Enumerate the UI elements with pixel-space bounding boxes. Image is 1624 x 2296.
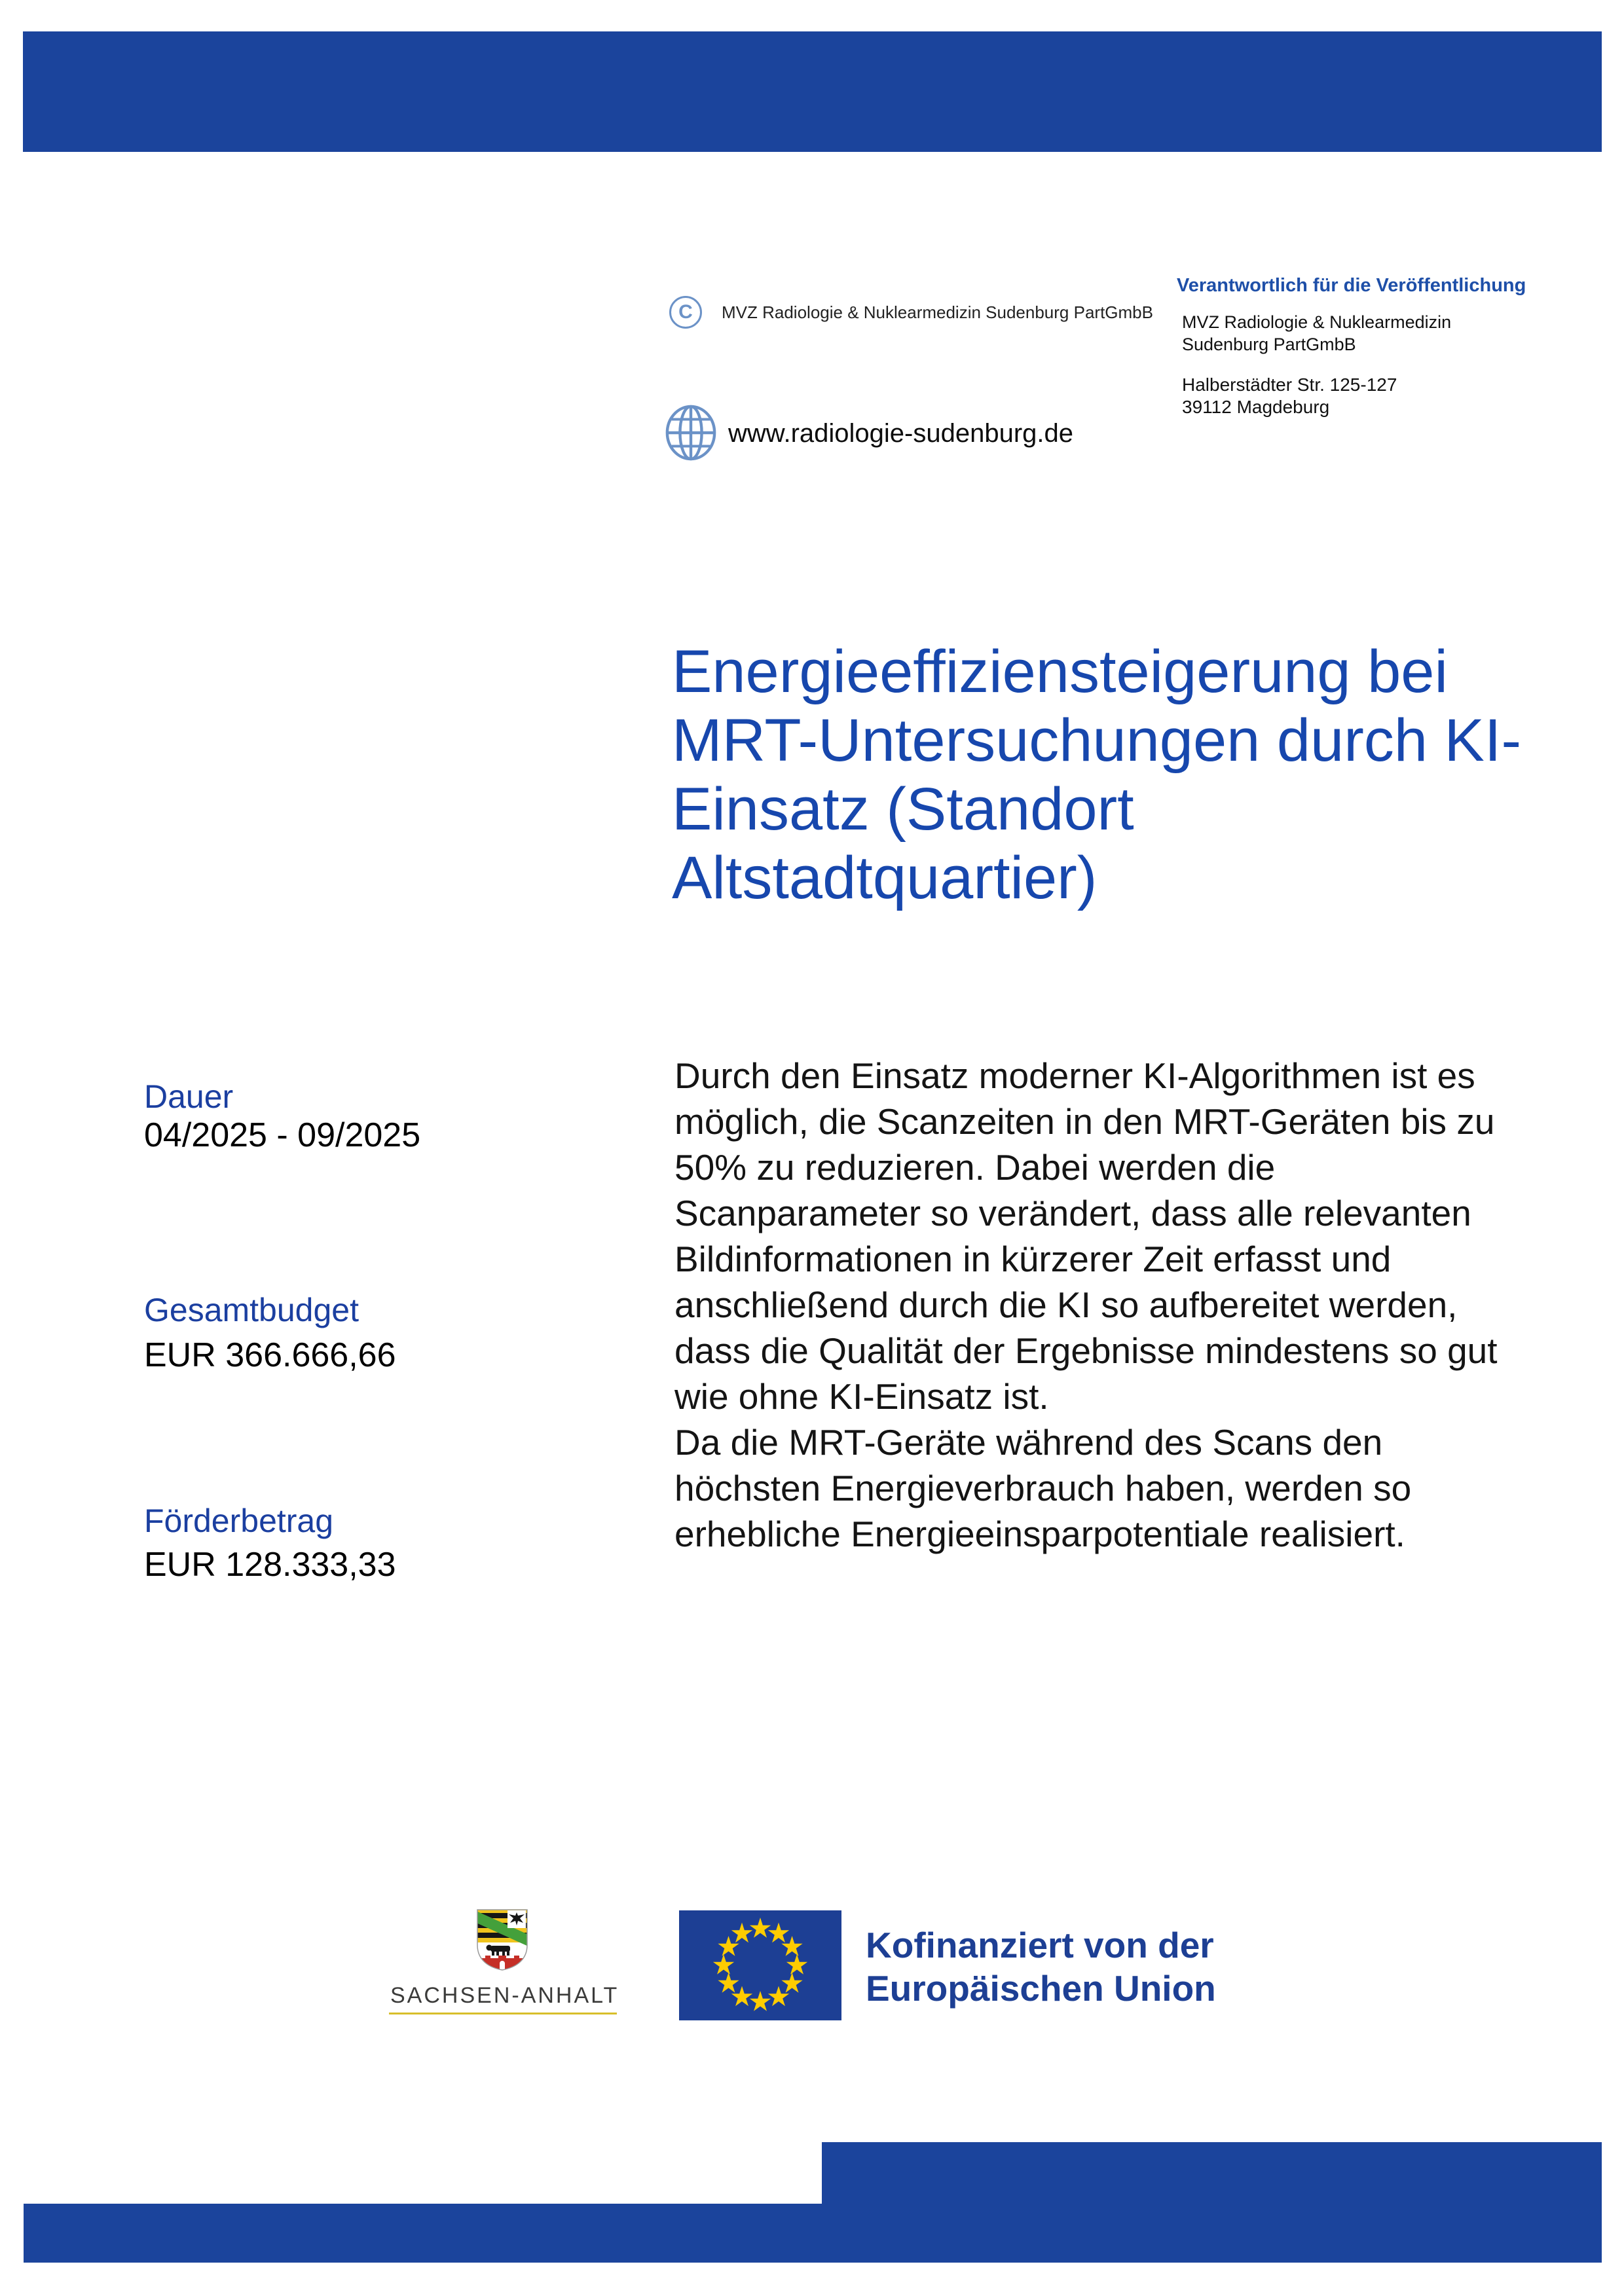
fact-value-budget: EUR 366.666,66 (144, 1336, 396, 1374)
fact-label-funding: Förderbetrag (144, 1503, 334, 1539)
website-url: www.radiologie-sudenburg.de (728, 419, 1073, 448)
publisher-city: 39112 Magdeburg (1182, 397, 1330, 417)
fact-label-budget: Gesamtbudget (144, 1292, 359, 1328)
copyright-icon-glyph: C (678, 301, 693, 323)
eu-cofunding-line1: Kofinanziert von der (866, 1925, 1214, 1965)
publisher-org-line2: Sudenburg PartGmbB (1182, 335, 1356, 354)
eu-cofunding-line2: Europäischen Union (866, 1968, 1216, 2009)
fact-value-funding: EUR 128.333,33 (144, 1546, 396, 1584)
publisher-spacer (1177, 355, 1583, 374)
description-paragraph-1: Durch den Einsatz moderner KI-Algorithmen ist es möglich, die Scanzeiten in den MRT-Geräten bis zu 50% zu reduzieren. Dabei werden die Scanparameter so verändert, dass alle relevanten Bildinformationen in kürzerer Zeit erfasst und anschließend durch die KI so aufbereitet werden, dass die Qualität der Ergebnisse mindestens so gut wie ohne KI-Einsatz ist. (674, 1055, 1498, 1417)
publisher-street: Halberstädter Str. 125-127 (1182, 374, 1397, 395)
fact-value-duration: 04/2025 - 09/2025 (144, 1116, 421, 1154)
copyright-icon (669, 296, 702, 329)
globe-icon (664, 405, 718, 461)
sachsen-anhalt-wordmark: SACHSEN-ANHALT (390, 1983, 619, 2008)
page-title-line4: Altstadtquartier) (672, 844, 1098, 911)
page-title (672, 638, 1521, 913)
copyright-text: MVZ Radiologie & Nuklearmedizin Sudenburg PartGmbB (722, 302, 1153, 322)
page-title-line3: Einsatz (Standort (672, 775, 1134, 843)
publisher-org-line1: MVZ Radiologie & Nuklearmedizin (1182, 312, 1452, 332)
sachsen-anhalt-coat-of-arms (476, 1908, 528, 1971)
eu-flag-icon (679, 1910, 841, 2020)
publisher-box (1177, 275, 1583, 418)
page-title-line1: Energieeffiziensteigerung bei (672, 638, 1448, 705)
top-accent-bar (23, 31, 1602, 152)
sachsen-anhalt-underline (389, 2013, 617, 2014)
description-paragraph-2: Da die MRT-Geräte während des Scans den höchsten Energieverbrauch haben, werden so erhebliche Energieeinsparpotentiale realisiert. (674, 1422, 1412, 1554)
project-description (674, 1053, 1526, 1557)
page-title-line2: MRT-Untersuchungen durch KI- (672, 706, 1522, 774)
fact-label-duration: Dauer (144, 1078, 234, 1115)
bottom-accent-bar-right (822, 2142, 1602, 2263)
eu-cofunding-text (866, 1923, 1216, 2010)
publisher-heading: Verantwortlich für die Veröffentlichung (1177, 275, 1526, 296)
bottom-accent-bar-left (24, 2204, 822, 2263)
